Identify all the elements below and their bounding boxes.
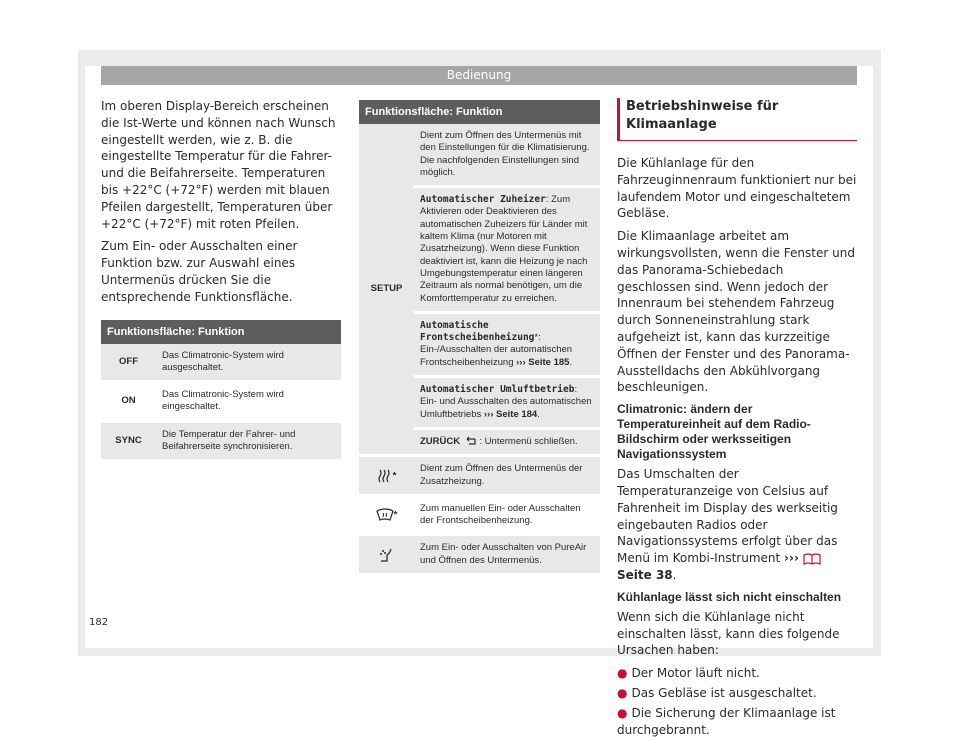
table-key-on: ON bbox=[101, 382, 156, 422]
list-item-text: Das Gebläse ist ausgeschaltet. bbox=[631, 685, 817, 700]
table-row bbox=[359, 124, 600, 187]
table-value: Dient zum Öffnen des Untermenüs mit den Einstellungen für die Klimatisierung. Die nachfolgenden Einstellungen sind möglich. bbox=[414, 124, 600, 187]
chapter-header: Bedienung bbox=[101, 66, 857, 85]
table-key-off: OFF bbox=[101, 344, 156, 382]
function-table-left bbox=[101, 320, 341, 463]
star: * bbox=[393, 509, 398, 521]
star: * bbox=[392, 470, 397, 482]
table-value: Dient zum Öffnen des Untermenüs der Zusatzheizung. bbox=[414, 456, 600, 496]
subheading: Kühlanlage lässt sich nicht einschalten bbox=[617, 589, 842, 604]
paragraph: Die Kühlanlage für den Fahrzeuginnenraum funktioniert nur bei laufendem Motor und eingeschaltetem Gebläse. bbox=[617, 156, 857, 221]
table-value bbox=[414, 428, 600, 455]
list-item-text: Der Motor läuft nicht. bbox=[631, 666, 760, 681]
table-row bbox=[101, 344, 341, 382]
table-row bbox=[101, 421, 341, 461]
windshield-heat-icon bbox=[376, 508, 394, 522]
table-value: Zum Ein- oder Ausschalten von PureAir und Öffnen des Untermenüs. bbox=[414, 535, 600, 575]
section-title: Betriebshinweise für Klimaanlage bbox=[617, 98, 857, 141]
paragraph: Die Klimaanlage arbeitet am wirkungsvollsten, wenn die Fenster und das Panorama-Schiebedach geschlossen sind. Wenn jedoch der Innenraum bei stehendem Fahrzeug durch Sonneneinstrahlung stark aufgeheizt ist, kann das kurzzeitige Öffnen der Fenster und des Panorama-Ausstelldachs den Abkühlvorgang beschleunigen. bbox=[617, 229, 855, 395]
table-key-setup: SETUP bbox=[359, 124, 414, 456]
function-table-mid bbox=[359, 100, 600, 576]
table-value: Das Climatronic-System wird eingeschaltet. bbox=[156, 382, 341, 422]
table-key-icon bbox=[359, 535, 414, 575]
frontscheibe-text: *: Ein-/Ausschalten der automatischen Frontscheibenheizung bbox=[420, 332, 573, 368]
table-header: Funktionsfläche: Funktion bbox=[359, 100, 600, 124]
table-key-icon bbox=[359, 495, 414, 535]
table-value: Das Climatronic-System wird ausgeschaltet. bbox=[156, 344, 341, 382]
zuheizer-text: : Zum Aktivieren oder Deaktivieren des automatischen Zuheizers für Länder mit kaltem Klima (nur Motoren mit Zusatzheizung). Wenn diese Funktion deaktiviert ist, kann die Heizung je nach Umgebungstemperatur einen längeren Zeitraum als normal benötigen, um die Komforttemperatur zu erreichen. bbox=[420, 194, 588, 304]
pureair-icon bbox=[378, 547, 396, 563]
umluft-ref[interactable]: ››› Seite 184 bbox=[483, 408, 538, 420]
list-item-text: Die Sicherung der Klimaanlage ist durchgebrannt. bbox=[617, 705, 836, 737]
list-item: ● Die Sicherung der Klimaanlage ist durchgebrannt. bbox=[617, 705, 836, 737]
frontscheibe-label: Automatische Frontscheibenheizung bbox=[420, 319, 535, 344]
seat-heat-icon bbox=[377, 468, 393, 484]
table-row bbox=[359, 456, 600, 496]
paragraph: Wenn sich die Kühlanlage nicht einschalten lässt, kann dies folgende Ursachen haben: bbox=[617, 609, 840, 658]
function-paragraph: Zum Ein- oder Ausschalten einer Funktion bzw. zur Auswahl eines Untermenüs drücken Sie die entsprechende Funktionsfläche. bbox=[101, 239, 298, 304]
ref-arrows: ››› bbox=[784, 551, 799, 566]
page-number: 182 bbox=[89, 617, 109, 628]
table-row bbox=[359, 495, 600, 535]
middle-column bbox=[359, 100, 600, 576]
back-arrow-icon bbox=[463, 436, 477, 446]
page-ref[interactable]: Seite 38 bbox=[617, 567, 673, 582]
table-row bbox=[359, 535, 600, 575]
table-key-sync: SYNC bbox=[101, 421, 156, 461]
paragraph-text: Das Umschalten der Temperaturanzeige von Celsius auf Fahrenheit im Display des werkseitig eingebauten Radios oder Navigationssystems erfolgt über das Menü im Kombi-Instrument bbox=[617, 467, 838, 566]
book-icon bbox=[803, 553, 821, 565]
list-item: ● Das Gebläse ist ausgeschaltet. bbox=[617, 685, 817, 700]
table-key-icon bbox=[359, 456, 414, 496]
zurueck-text: : Untermenü schließen. bbox=[479, 435, 578, 447]
table-header: Funktionsfläche: Funktion bbox=[101, 320, 341, 344]
zuheizer-label: Automatischer Zuheizer bbox=[420, 194, 546, 206]
frontscheibe-ref[interactable]: ››› Seite 185 bbox=[516, 356, 570, 368]
table-row bbox=[101, 382, 341, 422]
table-value: Automatische Frontscheibenheizung*: Ein-/Ausschalten der automatischen Frontscheibenheizung ››› Seite 185. bbox=[414, 312, 600, 376]
table-value: Die Temperatur der Fahrer- und Beifahrerseite synchronisieren. bbox=[156, 421, 341, 461]
left-column bbox=[101, 98, 341, 462]
table-value: Zum manuellen Ein- oder Ausschalten der Frontscheibenheizung. bbox=[414, 495, 600, 535]
zurueck-label: ZURÜCK bbox=[420, 435, 461, 447]
paragraph: Das Umschalten der Temperaturanzeige von Celsius auf Fahrenheit im Display des werkseitig eingebauten Radios oder Navigationssystems erfolgt über das Menü im Kombi-Instrument ››› Seite 38. bbox=[617, 467, 838, 582]
table-value: Automatischer Umluftbetrieb: Ein- und Ausschalten des automatischen Umluftbetriebs ››› Seite 184. bbox=[414, 377, 600, 429]
umluft-text: : Ein- und Ausschalten des automatischen Umluftbetriebs bbox=[420, 384, 592, 420]
intro-paragraph: Im oberen Display-Bereich erscheinen die Ist-Werte und können nach Wunsch eingestellt werden, wie z. B. die eingestellte Temperatur für die Fahrer- und die Beifahrerseite. Temperaturen bis +22°C (+72°F) werden mit blauen Pfeilen dargestellt, Temperaturen über +22°C (+72°F) mit roten Pfeilen. bbox=[101, 99, 336, 231]
subheading: Climatronic: ändern der Temperatureinheit auf dem Radio-Bildschirm oder werksseitigen Navigationssystem bbox=[617, 402, 811, 462]
list-item: ● Der Motor läuft nicht. bbox=[617, 666, 760, 681]
table-value bbox=[414, 187, 600, 313]
right-column bbox=[617, 98, 857, 741]
umluft-label: Automatischer Umluftbetrieb bbox=[420, 384, 575, 396]
